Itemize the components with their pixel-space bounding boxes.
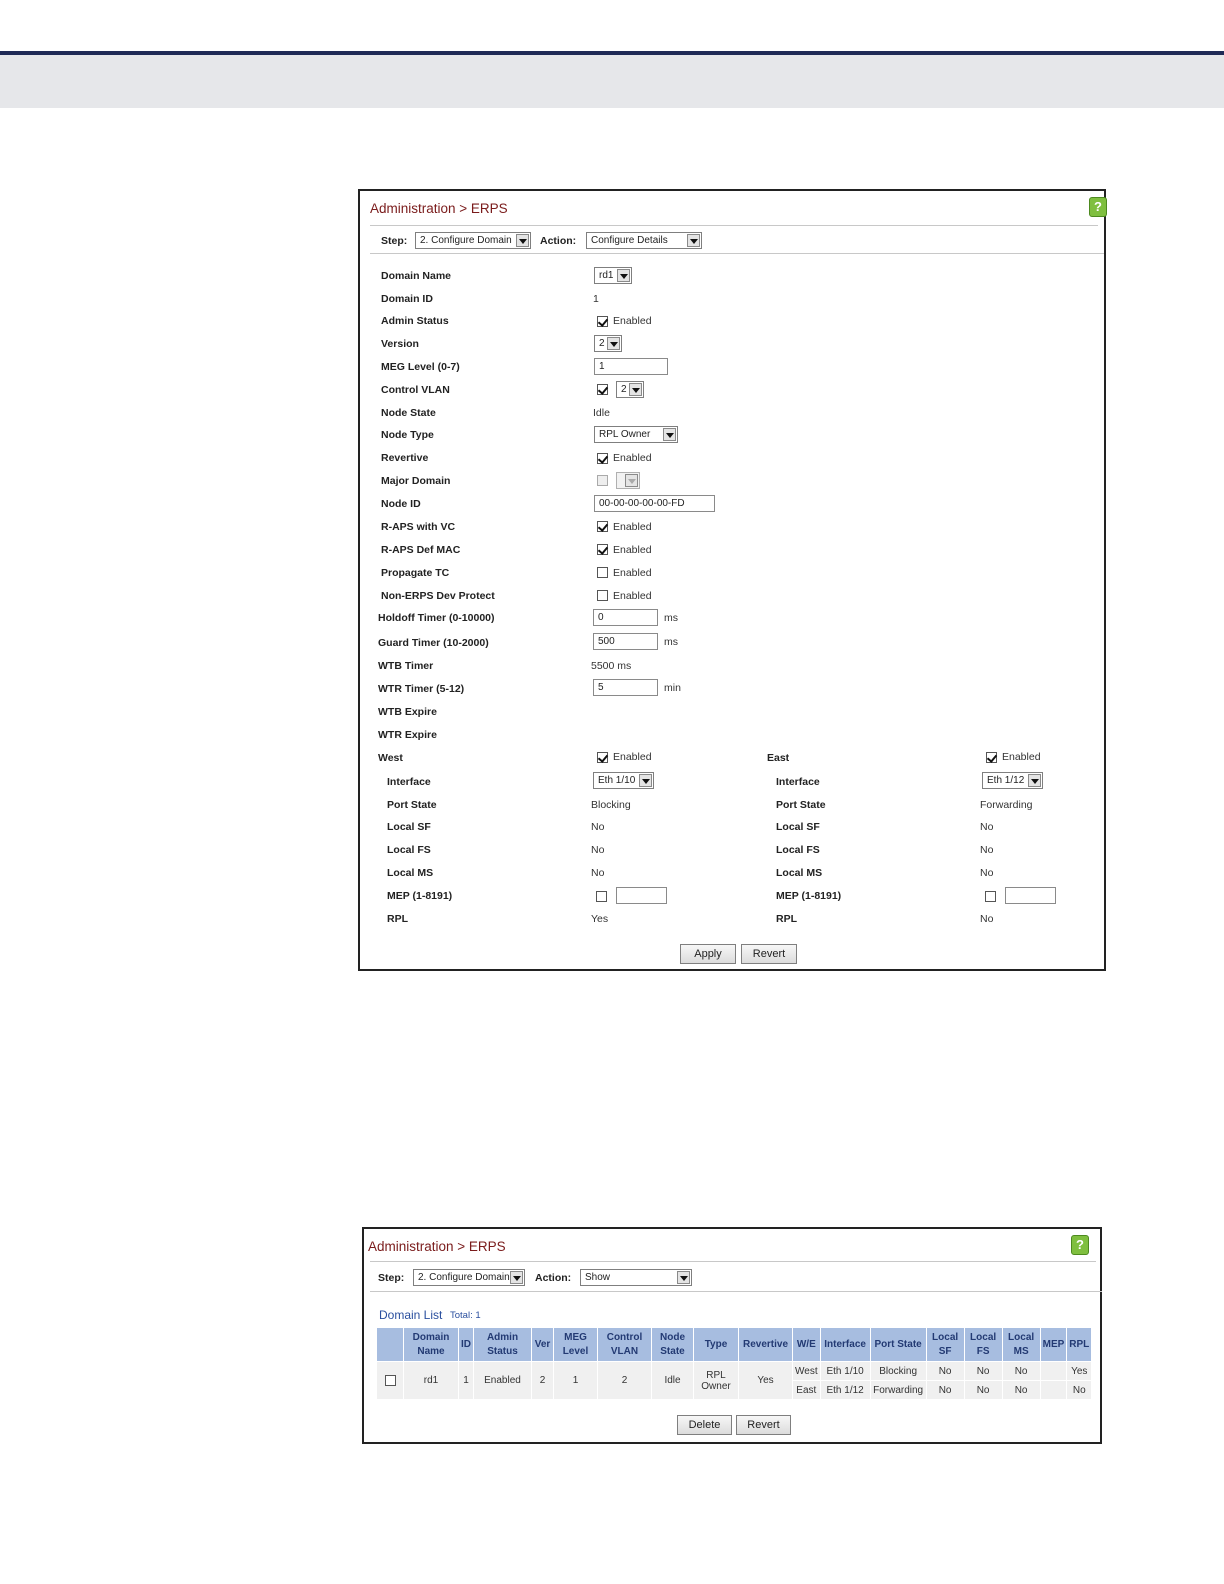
revertive-text: Enabled: [613, 452, 652, 464]
holdoff-timer-label: Holdoff Timer (0-10000): [378, 612, 495, 624]
east-port-state-label: Port State: [776, 799, 826, 811]
west-local-fs-value: No: [591, 844, 605, 856]
column-header: Interface: [820, 1328, 870, 1362]
chevron-down-icon: [677, 1271, 690, 1284]
east-local-ms-label: Local MS: [776, 867, 823, 879]
chevron-down-icon: [1028, 774, 1041, 787]
east-port-state-value: Forwarding: [980, 799, 1033, 811]
control-vlan-checkbox[interactable]: [597, 384, 608, 395]
table-row: [377, 1362, 1092, 1381]
column-header: Control VLAN: [598, 1328, 652, 1362]
propagate-tc-checkbox[interactable]: [597, 567, 608, 578]
column-header: Ver: [532, 1328, 554, 1362]
major-domain-label: Major Domain: [381, 475, 451, 487]
step-select[interactable]: 2. Configure Domain: [415, 232, 531, 249]
chevron-down-icon: [516, 234, 529, 247]
cell-rpl: Yes: [1067, 1362, 1092, 1381]
east-mep-label: MEP (1-8191): [776, 890, 842, 902]
column-header: Local MS: [1002, 1328, 1040, 1362]
west-enabled-checkbox[interactable]: [597, 752, 608, 763]
cell-ver: 2: [532, 1362, 554, 1400]
guard-timer-input[interactable]: 500: [593, 633, 658, 650]
admin-status-checkbox[interactable]: [597, 316, 608, 327]
holdoff-timer-unit: ms: [664, 612, 678, 624]
west-local-ms-label: Local MS: [387, 867, 434, 879]
cell-rpl: No: [1067, 1381, 1092, 1400]
revert-button[interactable]: Revert: [741, 944, 797, 964]
east-local-fs-value: No: [980, 844, 994, 856]
action-select[interactable]: Configure Details: [586, 232, 702, 249]
erps-show-domain-panel: [362, 1227, 1102, 1444]
cell-type: RPL Owner: [694, 1362, 739, 1400]
chevron-down-icon: [510, 1271, 523, 1284]
major-domain-checkbox[interactable]: [597, 475, 608, 486]
cell-local-ms: No: [1002, 1362, 1040, 1381]
west-mep-input[interactable]: [616, 887, 667, 904]
cell-domain-name: rd1: [404, 1362, 459, 1400]
chevron-down-icon: [663, 428, 676, 441]
action-label: Action:: [540, 235, 577, 247]
column-header: ID: [459, 1328, 474, 1362]
cell-interface: Eth 1/12: [820, 1381, 870, 1400]
east-enabled-checkbox[interactable]: [986, 752, 997, 763]
west-local-fs-label: Local FS: [387, 844, 431, 856]
west-rpl-value: Yes: [591, 913, 609, 925]
cell-id: 1: [459, 1362, 474, 1400]
raps-def-mac-label: R-APS Def MAC: [381, 544, 461, 556]
west-rpl-label: RPL: [387, 913, 408, 925]
west-label: West: [378, 752, 403, 764]
cell-control-vlan: 2: [598, 1362, 652, 1400]
help-icon[interactable]: ?: [1089, 197, 1107, 217]
column-header: Node State: [652, 1328, 694, 1362]
domain-table: [376, 1327, 1092, 1400]
raps-with-vc-label: R-APS with VC: [381, 521, 456, 533]
column-header: MEG Level: [554, 1328, 598, 1362]
step-label: Step:: [378, 1272, 405, 1284]
wtr-expire-label: WTR Expire: [378, 729, 437, 741]
east-local-ms-value: No: [980, 867, 994, 879]
column-header: Local SF: [926, 1328, 964, 1362]
revert-button[interactable]: Revert: [736, 1415, 791, 1435]
holdoff-timer-input[interactable]: 0: [593, 609, 658, 626]
control-vlan-label: Control VLAN: [381, 384, 450, 396]
cell-meg-level: 1: [554, 1362, 598, 1400]
raps-with-vc-text: Enabled: [613, 521, 652, 533]
row-select-cell: [377, 1362, 404, 1400]
raps-with-vc-checkbox[interactable]: [597, 521, 608, 532]
west-local-sf-label: Local SF: [387, 821, 431, 833]
control-vlan-select[interactable]: 2: [616, 381, 644, 398]
chevron-down-icon: [629, 383, 642, 396]
revertive-label: Revertive: [381, 452, 429, 464]
east-rpl-value: No: [980, 913, 994, 925]
non-erps-dev-protect-label: Non-ERPS Dev Protect: [381, 590, 495, 602]
chevron-down-icon: [625, 474, 638, 487]
cell-mep: [1040, 1381, 1067, 1400]
step-select[interactable]: 2. Configure Domain: [413, 1269, 525, 1286]
wtb-expire-label: WTB Expire: [378, 706, 437, 718]
wtr-timer-input[interactable]: 5: [593, 679, 658, 696]
admin-status-text: Enabled: [613, 315, 652, 327]
east-local-sf-label: Local SF: [776, 821, 820, 833]
column-header: [377, 1328, 404, 1362]
node-id-input[interactable]: 00-00-00-00-00-FD: [594, 495, 715, 512]
propagate-tc-text: Enabled: [613, 567, 652, 579]
apply-button[interactable]: Apply: [680, 944, 736, 964]
guard-timer-label: Guard Timer (10-2000): [378, 637, 489, 649]
east-interface-select[interactable]: Eth 1/12: [982, 772, 1043, 789]
east-label: East: [767, 752, 790, 764]
column-header: Domain Name: [404, 1328, 459, 1362]
divider: [370, 225, 1098, 226]
version-select[interactable]: 2: [594, 335, 622, 352]
cell-local-fs: No: [964, 1362, 1002, 1381]
west-local-sf-value: No: [591, 821, 605, 833]
domain-name-label: Domain Name: [381, 270, 452, 282]
east-rpl-label: RPL: [776, 913, 797, 925]
east-local-fs-label: Local FS: [776, 844, 820, 856]
delete-button[interactable]: Delete: [677, 1415, 732, 1435]
raps-def-mac-text: Enabled: [613, 544, 652, 556]
node-type-label: Node Type: [381, 429, 434, 441]
west-mep-label: MEP (1-8191): [387, 890, 453, 902]
divider: [370, 253, 1104, 254]
row-checkbox[interactable]: [385, 1375, 396, 1386]
cell-port-state: Blocking: [870, 1362, 926, 1381]
cell-mep: [1040, 1362, 1067, 1381]
domain-list-total: Total: 1: [450, 1310, 481, 1321]
west-port-state-value: Blocking: [591, 799, 631, 811]
column-header: RPL: [1067, 1328, 1092, 1362]
column-header: Admin Status: [474, 1328, 532, 1362]
cell-local-sf: No: [926, 1362, 964, 1381]
chevron-down-icon: [687, 234, 700, 247]
column-header: MEP: [1040, 1328, 1067, 1362]
cell-port-state: Forwarding: [870, 1381, 926, 1400]
wtb-timer-value: 5500 ms: [591, 660, 632, 672]
help-icon[interactable]: ?: [1071, 1235, 1089, 1255]
divider: [370, 1261, 1096, 1262]
domain-name-select[interactable]: rd1: [594, 267, 632, 284]
raps-def-mac-checkbox[interactable]: [597, 544, 608, 555]
domain-id-value: 1: [593, 293, 599, 305]
cell-node-state: Idle: [652, 1362, 694, 1400]
page-title: Administration > ERPS: [368, 1239, 506, 1254]
cell-local-fs: No: [964, 1381, 1002, 1400]
cell-we: East: [793, 1381, 821, 1400]
version-label: Version: [381, 338, 419, 350]
west-mep-checkbox[interactable]: [596, 891, 607, 902]
revertive-checkbox[interactable]: [597, 453, 608, 464]
west-local-ms-value: No: [591, 867, 605, 879]
east-mep-checkbox[interactable]: [985, 891, 996, 902]
cell-admin-status: Enabled: [474, 1362, 532, 1400]
node-id-label: Node ID: [381, 498, 421, 510]
west-enabled-text: Enabled: [613, 751, 652, 763]
west-port-state-label: Port State: [387, 799, 437, 811]
chevron-down-icon: [639, 774, 652, 787]
meg-level-input[interactable]: 1: [594, 358, 668, 375]
non-erps-dev-protect-checkbox[interactable]: [597, 590, 608, 601]
cell-local-sf: No: [926, 1381, 964, 1400]
meg-level-label: MEG Level (0-7): [381, 361, 460, 373]
erps-configure-details-panel: [358, 189, 1106, 971]
cell-local-ms: No: [1002, 1381, 1040, 1400]
west-interface-select[interactable]: Eth 1/10: [593, 772, 654, 789]
cell-we: West: [793, 1362, 821, 1381]
step-label: Step:: [381, 235, 408, 247]
page-title: Administration > ERPS: [370, 201, 508, 216]
major-domain-select[interactable]: [616, 472, 640, 489]
node-type-select[interactable]: RPL Owner: [594, 426, 678, 443]
east-enabled-text: Enabled: [1002, 751, 1041, 763]
non-erps-dev-protect-text: Enabled: [613, 590, 652, 602]
east-local-sf-value: No: [980, 821, 994, 833]
east-mep-input[interactable]: [1005, 887, 1056, 904]
domain-id-label: Domain ID: [381, 293, 433, 305]
admin-status-label: Admin Status: [381, 315, 449, 327]
action-select[interactable]: Show: [580, 1269, 692, 1286]
divider: [370, 1291, 1102, 1292]
west-interface-label: Interface: [387, 776, 431, 788]
cell-revertive: Yes: [739, 1362, 793, 1400]
wtr-timer-label: WTR Timer (5-12): [378, 683, 465, 695]
cell-interface: Eth 1/10: [820, 1362, 870, 1381]
column-header: Port State: [870, 1328, 926, 1362]
propagate-tc-label: Propagate TC: [381, 567, 450, 579]
node-state-value: Idle: [593, 407, 610, 419]
guard-timer-unit: ms: [664, 636, 678, 648]
action-label: Action:: [535, 1272, 572, 1284]
wtb-timer-label: WTB Timer: [378, 660, 434, 672]
chevron-down-icon: [617, 269, 630, 282]
header-band: [0, 55, 1224, 108]
column-header: Local FS: [964, 1328, 1002, 1362]
east-interface-label: Interface: [776, 776, 820, 788]
column-header: Revertive: [739, 1328, 793, 1362]
column-header: Type: [694, 1328, 739, 1362]
node-state-label: Node State: [381, 407, 436, 419]
wtr-timer-unit: min: [664, 682, 681, 694]
domain-list-title: Domain List: [379, 1308, 443, 1322]
chevron-down-icon: [607, 337, 620, 350]
column-header: W/E: [793, 1328, 821, 1362]
